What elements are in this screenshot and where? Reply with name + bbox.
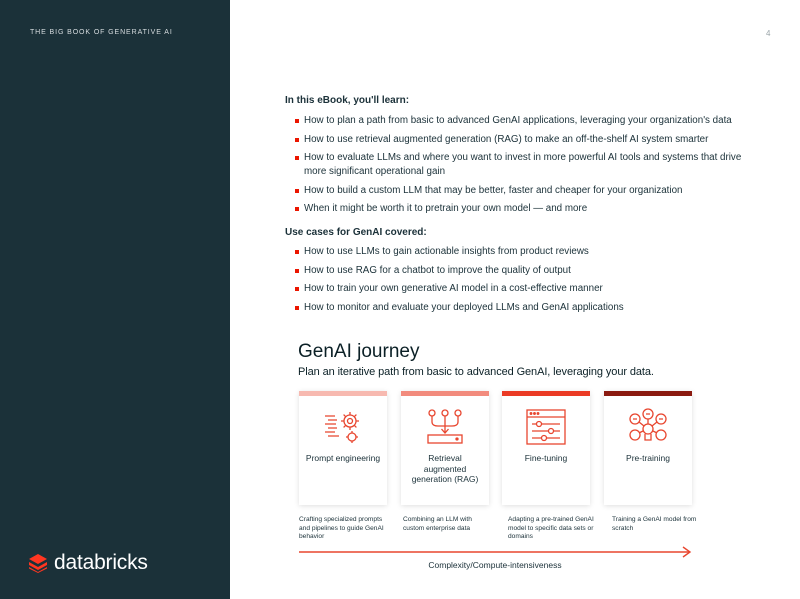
list-item: How to evaluate LLMs and where you want to invest in more powerful AI tools and systems that drive more significant operational gain [304,151,764,179]
gears-icon [322,408,364,446]
stage-label: Fine-tuning [524,453,568,463]
logo-text: databricks [54,551,148,574]
page-number: 4 [766,29,771,38]
stage-bar [502,391,590,396]
stage-card-pre-training [604,391,692,505]
stage-description: Crafting specialized prompts and pipelines to guide GenAI behavior [299,516,384,541]
stage-label: Pre-training [626,453,670,463]
stage-card-fine-tuning [502,391,590,505]
bullet-icon [295,189,299,193]
network-icon [424,408,466,446]
stage-label: Prompt engineering [305,453,381,463]
bullet-icon [295,269,299,273]
stage-description: Training a GenAI model from scratch [612,516,697,532]
list-item: How to use RAG for a chatbot to improve the quality of output [304,264,764,278]
journey-subtitle: Plan an iterative path from basic to advanced GenAI, leveraging your data. [298,366,654,378]
use-cases-list [304,245,764,319]
brain-network-icon [627,408,669,446]
bullet-icon [295,119,299,123]
sidebar [0,0,230,599]
stage-label: Retrieval augmented generation (RAG) [411,453,479,484]
stage-bar [401,391,489,396]
list-item: How to build a custom LLM that may be better, faster and cheaper for your organization [304,184,764,198]
stage-description: Combining an LLM with custom enterprise data [403,516,472,532]
stage-card-rag [401,391,489,505]
bullet-icon [295,156,299,160]
bullet-icon [295,306,299,310]
list-item: How to plan a path from basic to advanced GenAI applications, leveraging your organization's data [304,114,764,128]
stage-card-prompt-engineering [299,391,387,505]
list-item: How to use retrieval augmented generation (RAG) to make an off-the-shelf AI system smarter [304,133,764,147]
axis-label: Complexity/Compute-intensiveness [428,560,562,570]
learn-heading: In this eBook, you'll learn: [285,95,410,106]
databricks-logo [28,551,148,575]
bullet-icon [295,138,299,142]
bullet-icon [295,287,299,291]
list-item: How to use LLMs to gain actionable insights from product reviews [304,245,764,259]
bullet-icon [295,207,299,211]
databricks-logo-icon [28,553,48,573]
list-item: When it might be worth it to pretrain your own model — and more [304,202,764,216]
stage-bar [604,391,692,396]
progress-arrow-icon [299,546,693,558]
bullet-icon [295,250,299,254]
list-item: How to monitor and evaluate your deployed LLMs and GenAI applications [304,301,764,315]
stage-bar [299,391,387,396]
use-cases-heading: Use cases for GenAI covered: [285,227,427,238]
learn-list [304,114,764,221]
sliders-window-icon [525,408,567,446]
book-title: THE BIG BOOK OF GENERATIVE AI [30,29,173,36]
list-item: How to train your own generative AI model in a cost-effective manner [304,282,764,296]
stage-description: Adapting a pre-trained GenAI model to specific data sets or domains [508,516,594,541]
journey-title: GenAI journey [298,341,420,362]
